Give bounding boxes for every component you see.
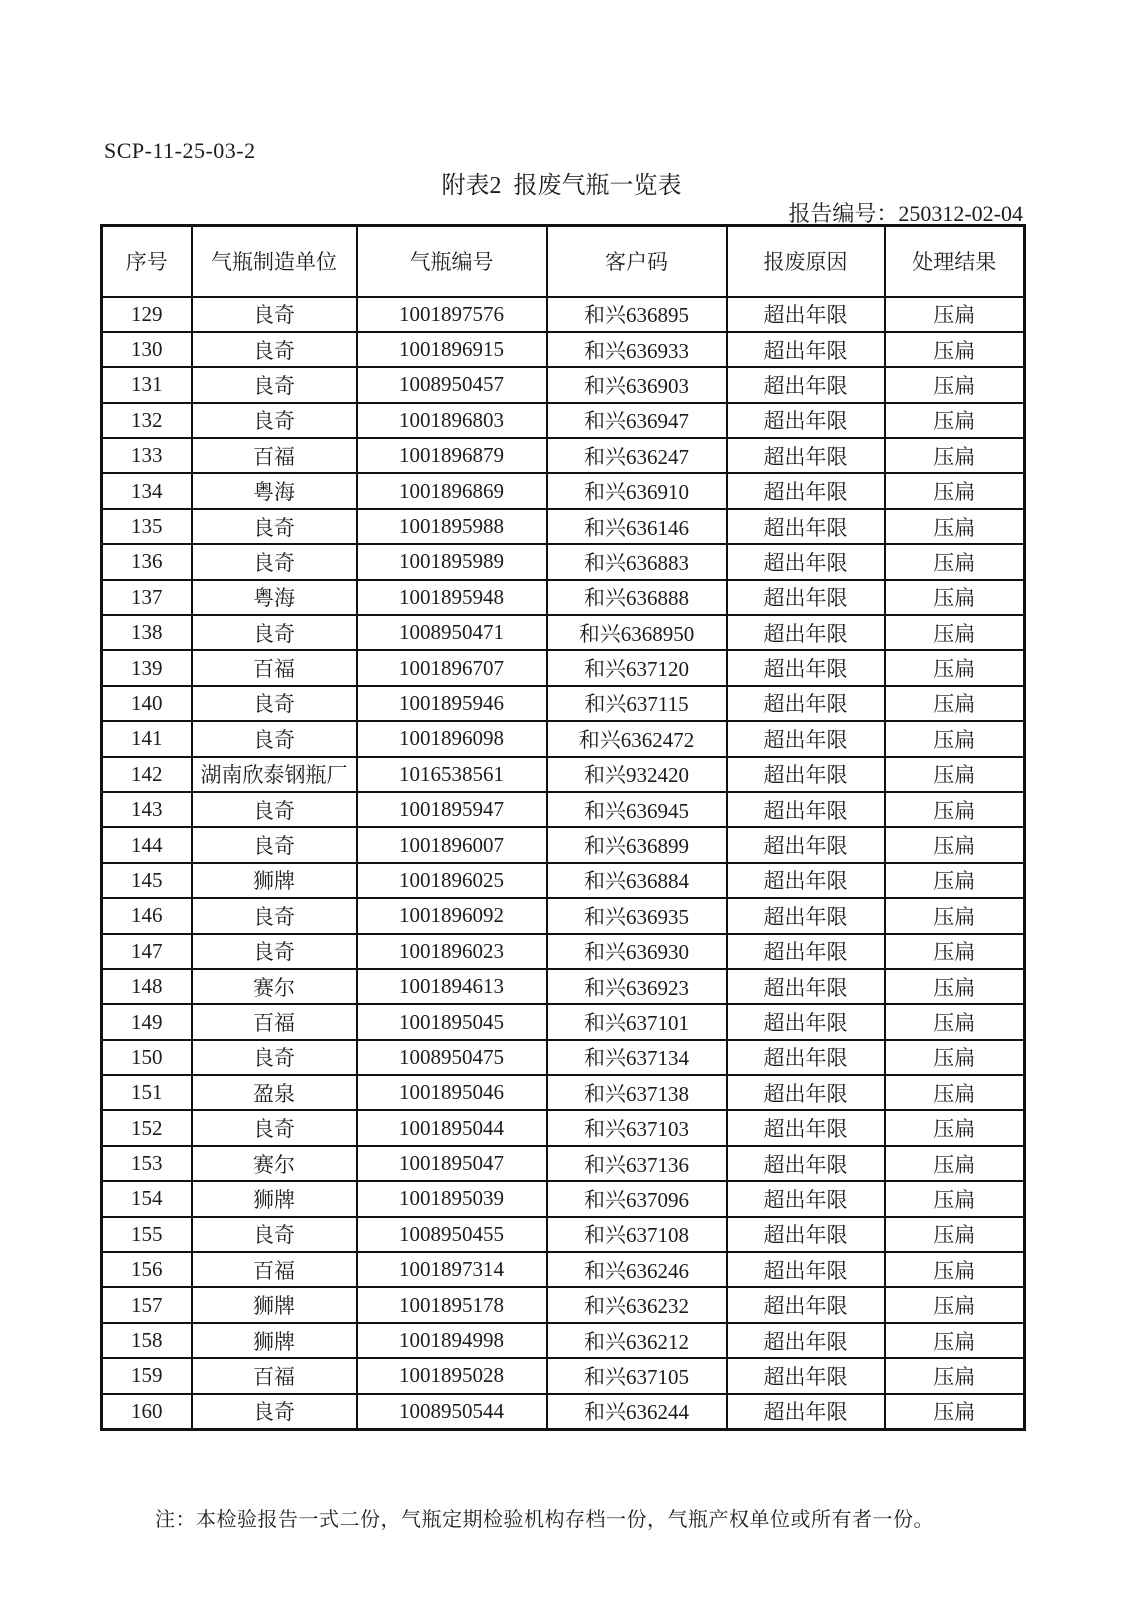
table-cell: 1001896098 [357, 721, 547, 756]
table-header [102, 226, 1025, 297]
table-cell: 147 [102, 934, 192, 969]
table-cell: 赛尔 [192, 1146, 357, 1181]
table-cell: 134 [102, 473, 192, 508]
table-cell: 137 [102, 580, 192, 615]
table-cell: 压扁 [885, 1181, 1025, 1216]
table-cell: 超出年限 [727, 898, 885, 933]
table-row [102, 367, 1025, 402]
table-cell: 和兴637136 [547, 1146, 727, 1181]
table-cell: 良奇 [192, 827, 357, 862]
table-cell: 1001895989 [357, 544, 547, 579]
table-cell: 和兴637108 [547, 1217, 727, 1252]
table-cell: 百福 [192, 1004, 357, 1039]
table-cell: 压扁 [885, 580, 1025, 615]
table-row [102, 686, 1025, 721]
table-cell: 1001895028 [357, 1358, 547, 1393]
table-cell: 良奇 [192, 297, 357, 332]
table-row [102, 297, 1025, 332]
table-cell: 和兴636899 [547, 827, 727, 862]
table-cell: 超出年限 [727, 792, 885, 827]
table-cell: 盈泉 [192, 1075, 357, 1110]
table-cell: 144 [102, 827, 192, 862]
table-cell: 压扁 [885, 721, 1025, 756]
table-cell: 和兴636888 [547, 580, 727, 615]
table-cell: 156 [102, 1252, 192, 1287]
table-cell: 良奇 [192, 792, 357, 827]
table-cell: 152 [102, 1110, 192, 1145]
table-cell: 压扁 [885, 969, 1025, 1004]
table-cell: 压扁 [885, 1217, 1025, 1252]
table-cell: 狮牌 [192, 1323, 357, 1358]
table-cell: 超出年限 [727, 1217, 885, 1252]
table-cell: 超出年限 [727, 757, 885, 792]
table-cell: 压扁 [885, 615, 1025, 650]
column-header: 气瓶制造单位 [192, 226, 357, 297]
table-cell: 超出年限 [727, 1323, 885, 1358]
table-cell: 超出年限 [727, 332, 885, 367]
table-cell: 超出年限 [727, 509, 885, 544]
table-cell: 百福 [192, 438, 357, 473]
table-row [102, 1004, 1025, 1039]
table-cell: 超出年限 [727, 1146, 885, 1181]
table-cell: 压扁 [885, 544, 1025, 579]
table-row [102, 1287, 1025, 1322]
table-row [102, 544, 1025, 579]
table-cell: 131 [102, 367, 192, 402]
table-cell: 超出年限 [727, 650, 885, 685]
table-cell: 和兴637096 [547, 1181, 727, 1216]
table-row [102, 580, 1025, 615]
table-cell: 1001897314 [357, 1252, 547, 1287]
table-row [102, 792, 1025, 827]
table-cell: 压扁 [885, 1323, 1025, 1358]
table-cell: 1001895946 [357, 686, 547, 721]
table-cell: 和兴636244 [547, 1394, 727, 1429]
table-cell: 132 [102, 403, 192, 438]
table-cell: 压扁 [885, 934, 1025, 969]
table-row [102, 969, 1025, 1004]
scrapped-cylinder-table [100, 224, 1026, 1431]
table-cell: 1001897576 [357, 297, 547, 332]
column-header: 序号 [102, 226, 192, 297]
table-cell: 超出年限 [727, 1394, 885, 1429]
table-cell: 155 [102, 1217, 192, 1252]
table-cell: 超出年限 [727, 1040, 885, 1075]
table-cell: 和兴637138 [547, 1075, 727, 1110]
table-cell: 136 [102, 544, 192, 579]
table-cell: 良奇 [192, 721, 357, 756]
column-header: 处理结果 [885, 226, 1025, 297]
column-header: 气瓶编号 [357, 226, 547, 297]
table-cell: 良奇 [192, 403, 357, 438]
table-row [102, 509, 1025, 544]
table-cell: 1001896007 [357, 827, 547, 862]
table-cell: 133 [102, 438, 192, 473]
table-cell: 160 [102, 1394, 192, 1429]
table-cell: 1001895044 [357, 1110, 547, 1145]
table-cell: 良奇 [192, 1394, 357, 1429]
table-cell: 1001896092 [357, 898, 547, 933]
table-cell: 压扁 [885, 898, 1025, 933]
table-row [102, 721, 1025, 756]
table-cell: 154 [102, 1181, 192, 1216]
table-cell: 148 [102, 969, 192, 1004]
footer-note: 注：本检验报告一式二份，气瓶定期检验机构存档一份，气瓶产权单位或所有者一份。 [155, 1509, 934, 1531]
table-cell: 和兴636910 [547, 473, 727, 508]
table-cell: 压扁 [885, 1287, 1025, 1322]
table-cell: 149 [102, 1004, 192, 1039]
table-row [102, 827, 1025, 862]
table-cell: 和兴637120 [547, 650, 727, 685]
table-cell: 超出年限 [727, 1287, 885, 1322]
table-cell: 压扁 [885, 1252, 1025, 1287]
table-cell: 和兴6362472 [547, 721, 727, 756]
table-cell: 良奇 [192, 509, 357, 544]
table-cell: 1001895947 [357, 792, 547, 827]
table-cell: 压扁 [885, 757, 1025, 792]
table-cell: 151 [102, 1075, 192, 1110]
table-cell: 和兴636947 [547, 403, 727, 438]
table-cell: 超出年限 [727, 615, 885, 650]
table-cell: 和兴636246 [547, 1252, 727, 1287]
table-cell: 压扁 [885, 403, 1025, 438]
table-cell: 1001895988 [357, 509, 547, 544]
table-row [102, 1110, 1025, 1145]
table-cell: 159 [102, 1358, 192, 1393]
table-cell: 粤海 [192, 473, 357, 508]
table-cell: 压扁 [885, 297, 1025, 332]
table-cell: 1001896915 [357, 332, 547, 367]
table-cell: 狮牌 [192, 1181, 357, 1216]
table-cell: 压扁 [885, 863, 1025, 898]
table-cell: 良奇 [192, 615, 357, 650]
table-cell: 压扁 [885, 1146, 1025, 1181]
table-cell: 超出年限 [727, 969, 885, 1004]
page-title: 附表2 报废气瓶一览表 [441, 173, 682, 199]
table-row [102, 1394, 1025, 1429]
table-cell: 良奇 [192, 544, 357, 579]
table-cell: 和兴932420 [547, 757, 727, 792]
table-cell: 158 [102, 1323, 192, 1358]
table-cell: 145 [102, 863, 192, 898]
table-cell: 1001895045 [357, 1004, 547, 1039]
table-cell: 146 [102, 898, 192, 933]
table-cell: 赛尔 [192, 969, 357, 1004]
table-cell: 142 [102, 757, 192, 792]
table-cell: 和兴636923 [547, 969, 727, 1004]
table-cell: 1001894613 [357, 969, 547, 1004]
table-cell: 压扁 [885, 650, 1025, 685]
table-cell: 1001896869 [357, 473, 547, 508]
table-cell: 狮牌 [192, 1287, 357, 1322]
table-cell: 超出年限 [727, 686, 885, 721]
table-cell: 和兴637134 [547, 1040, 727, 1075]
table-cell: 百福 [192, 1252, 357, 1287]
table-cell: 压扁 [885, 1040, 1025, 1075]
table-cell: 135 [102, 509, 192, 544]
table-cell: 超出年限 [727, 438, 885, 473]
table-cell: 良奇 [192, 898, 357, 933]
table-cell: 压扁 [885, 827, 1025, 862]
table-cell: 超出年限 [727, 297, 885, 332]
table-cell: 1008950475 [357, 1040, 547, 1075]
table-cell: 和兴637115 [547, 686, 727, 721]
table-cell: 1001895046 [357, 1075, 547, 1110]
column-header: 报废原因 [727, 226, 885, 297]
table-cell: 1008950544 [357, 1394, 547, 1429]
table-cell: 130 [102, 332, 192, 367]
table-cell: 超出年限 [727, 1252, 885, 1287]
table-cell: 和兴636883 [547, 544, 727, 579]
table-cell: 狮牌 [192, 863, 357, 898]
table-row [102, 1040, 1025, 1075]
table-cell: 压扁 [885, 1075, 1025, 1110]
table-cell: 超出年限 [727, 721, 885, 756]
table-cell: 超出年限 [727, 827, 885, 862]
table-cell: 1001894998 [357, 1323, 547, 1358]
table-cell: 超出年限 [727, 1358, 885, 1393]
table-cell: 压扁 [885, 473, 1025, 508]
table-cell: 湖南欣泰钢瓶厂 [192, 757, 357, 792]
table-cell: 良奇 [192, 686, 357, 721]
table-row [102, 615, 1025, 650]
table-cell: 超出年限 [727, 580, 885, 615]
table-cell: 153 [102, 1146, 192, 1181]
table-cell: 超出年限 [727, 1110, 885, 1145]
table-cell: 超出年限 [727, 544, 885, 579]
table-cell: 129 [102, 297, 192, 332]
table-cell: 1008950457 [357, 367, 547, 402]
table-cell: 良奇 [192, 367, 357, 402]
table-cell: 超出年限 [727, 1075, 885, 1110]
table-cell: 和兴636945 [547, 792, 727, 827]
table-cell: 压扁 [885, 686, 1025, 721]
table-cell: 超出年限 [727, 934, 885, 969]
table-cell: 1001896023 [357, 934, 547, 969]
table-row [102, 1217, 1025, 1252]
table-cell: 压扁 [885, 1358, 1025, 1393]
table-row [102, 438, 1025, 473]
table-cell: 139 [102, 650, 192, 685]
table-cell: 超出年限 [727, 403, 885, 438]
table-cell: 超出年限 [727, 1181, 885, 1216]
table-cell: 150 [102, 1040, 192, 1075]
table-cell: 1008950455 [357, 1217, 547, 1252]
table-cell: 1001895948 [357, 580, 547, 615]
table-cell: 和兴636895 [547, 297, 727, 332]
table-cell: 和兴6368950 [547, 615, 727, 650]
table-cell: 超出年限 [727, 863, 885, 898]
table-cell: 和兴637101 [547, 1004, 727, 1039]
table-cell: 和兴636247 [547, 438, 727, 473]
table-row [102, 1358, 1025, 1393]
table-cell: 良奇 [192, 934, 357, 969]
table-cell: 超出年限 [727, 1004, 885, 1039]
table-cell: 百福 [192, 650, 357, 685]
table-cell: 良奇 [192, 1040, 357, 1075]
table-cell: 压扁 [885, 792, 1025, 827]
table-row [102, 1146, 1025, 1181]
table-cell: 1001896707 [357, 650, 547, 685]
table-row [102, 898, 1025, 933]
table-cell: 和兴637103 [547, 1110, 727, 1145]
table-row [102, 1181, 1025, 1216]
table-cell: 超出年限 [727, 473, 885, 508]
table-row [102, 332, 1025, 367]
table-cell: 压扁 [885, 509, 1025, 544]
table-row [102, 757, 1025, 792]
table-cell: 138 [102, 615, 192, 650]
table-cell: 和兴636884 [547, 863, 727, 898]
table-cell: 1001895178 [357, 1287, 547, 1322]
table-cell: 和兴636212 [547, 1323, 727, 1358]
table-row [102, 934, 1025, 969]
column-header: 客户码 [547, 226, 727, 297]
table-row [102, 1323, 1025, 1358]
table-cell: 良奇 [192, 1217, 357, 1252]
table-body [102, 297, 1025, 1430]
table-cell: 超出年限 [727, 367, 885, 402]
table-cell: 143 [102, 792, 192, 827]
report-number: 报告编号：250312-02-04 [788, 201, 1023, 226]
table-cell: 和兴636933 [547, 332, 727, 367]
table-cell: 1001896879 [357, 438, 547, 473]
table-cell: 157 [102, 1287, 192, 1322]
table-cell: 1008950471 [357, 615, 547, 650]
table-cell: 1001896803 [357, 403, 547, 438]
table-cell: 百福 [192, 1358, 357, 1393]
table-cell: 1016538561 [357, 757, 547, 792]
table-row [102, 1075, 1025, 1110]
table-cell: 和兴636146 [547, 509, 727, 544]
table-cell: 和兴636935 [547, 898, 727, 933]
table-cell: 和兴637105 [547, 1358, 727, 1393]
table-cell: 和兴636930 [547, 934, 727, 969]
table-cell: 141 [102, 721, 192, 756]
table-cell: 压扁 [885, 1110, 1025, 1145]
table-header-row [102, 226, 1025, 297]
table-cell: 和兴636232 [547, 1287, 727, 1322]
table-cell: 良奇 [192, 332, 357, 367]
table-row [102, 650, 1025, 685]
table-row [102, 473, 1025, 508]
table-row [102, 863, 1025, 898]
document-code: SCP-11-25-03-2 [104, 138, 256, 163]
table-cell: 压扁 [885, 1394, 1025, 1429]
table-cell: 良奇 [192, 1110, 357, 1145]
table-cell: 和兴636903 [547, 367, 727, 402]
table-cell: 压扁 [885, 367, 1025, 402]
table-cell: 1001896025 [357, 863, 547, 898]
table-cell: 140 [102, 686, 192, 721]
table-cell: 压扁 [885, 332, 1025, 367]
table-row [102, 403, 1025, 438]
table-cell: 粤海 [192, 580, 357, 615]
table-cell: 1001895047 [357, 1146, 547, 1181]
table-cell: 压扁 [885, 438, 1025, 473]
table-row [102, 1252, 1025, 1287]
table-cell: 1001895039 [357, 1181, 547, 1216]
table-cell: 压扁 [885, 1004, 1025, 1039]
